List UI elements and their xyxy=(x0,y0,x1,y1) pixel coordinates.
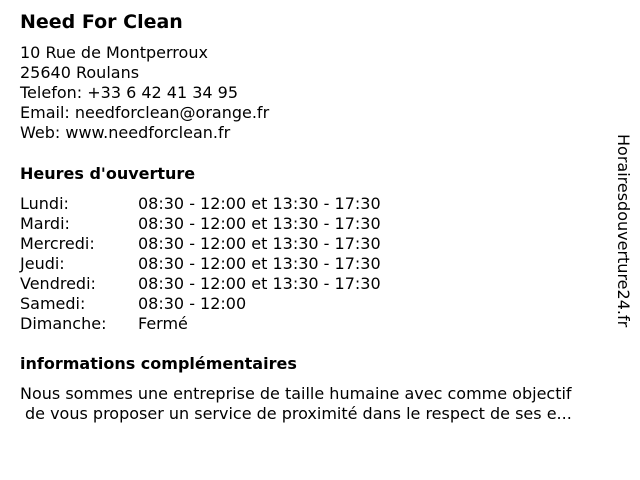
day-label: Mardi: xyxy=(20,214,70,233)
time-value: 08:30 - 12:00 et 13:30 - 17:30 xyxy=(138,274,381,293)
time-value: 08:30 - 12:00 et 13:30 - 17:30 xyxy=(138,254,381,273)
description-line: Nous sommes une entreprise de taille humaine avec comme objectif xyxy=(20,384,572,403)
opening-hours-heading: Heures d'ouverture xyxy=(20,164,196,183)
hours-row-saturday xyxy=(20,294,440,314)
business-description xyxy=(20,384,630,424)
email-line: Email: needforclean@orange.fr xyxy=(20,103,270,122)
phone-line: Telefon: +33 6 42 41 34 95 xyxy=(20,83,239,102)
day-label: Lundi: xyxy=(20,194,69,213)
address-street: 10 Rue de Montperroux xyxy=(20,43,208,62)
day-label: Samedi: xyxy=(20,294,86,313)
hours-row-monday xyxy=(20,194,440,214)
time-value: 08:30 - 12:00 xyxy=(138,294,247,313)
web-line: Web: www.needforclean.fr xyxy=(20,123,231,142)
day-label: Jeudi: xyxy=(20,254,65,273)
hours-row-friday xyxy=(20,274,440,294)
hours-row-tuesday xyxy=(20,214,440,234)
business-name: Need For Clean xyxy=(20,11,183,33)
time-value: 08:30 - 12:00 et 13:30 - 17:30 xyxy=(138,234,381,253)
time-value: 08:30 - 12:00 et 13:30 - 17:30 xyxy=(138,214,381,233)
opening-hours-table xyxy=(20,194,440,334)
address-city: 25640 Roulans xyxy=(20,63,140,82)
additional-info-heading: informations complémentaires xyxy=(20,354,297,373)
hours-row-thursday xyxy=(20,254,440,274)
site-watermark xyxy=(611,134,635,344)
time-value: Fermé xyxy=(138,314,188,333)
day-label: Mercredi: xyxy=(20,234,95,253)
hours-row-wednesday xyxy=(20,234,440,254)
day-label: Dimanche: xyxy=(20,314,107,333)
hours-row-sunday xyxy=(20,314,440,334)
description-line: de vous proposer un service de proximité dans le respect de ses e... xyxy=(25,404,572,423)
watermark-text: Horairesdouverture24.fr xyxy=(614,134,633,328)
time-value: 08:30 - 12:00 et 13:30 - 17:30 xyxy=(138,194,381,213)
day-label: Vendredi: xyxy=(20,274,96,293)
contact-block xyxy=(20,43,269,143)
